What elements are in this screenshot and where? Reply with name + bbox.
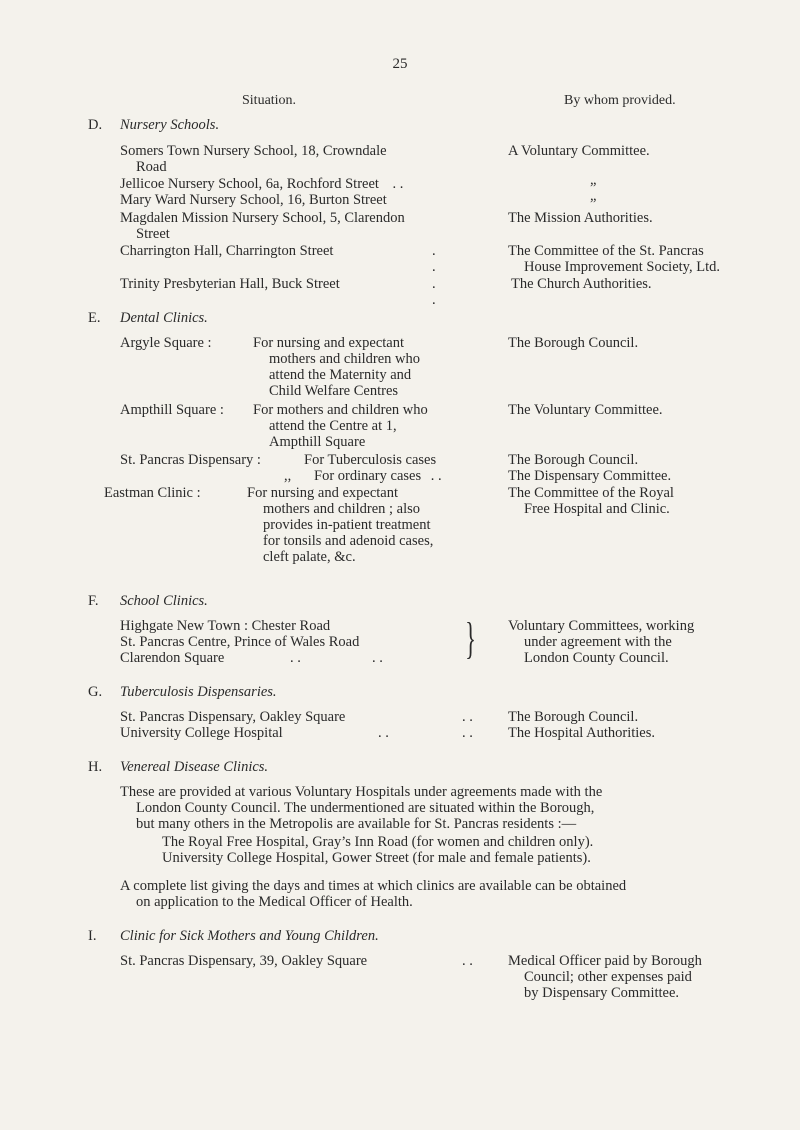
section-letter: E. bbox=[88, 310, 101, 326]
description-line: Ampthill Square bbox=[269, 434, 366, 450]
provider: A Voluntary Committee. bbox=[508, 143, 650, 159]
section-title: Clinic for Sick Mothers and Young Children. bbox=[120, 928, 379, 944]
leader-dots: . . bbox=[432, 276, 436, 308]
provider-line: Free Hospital and Clinic. bbox=[524, 501, 670, 517]
provider-line: under agreement with the bbox=[524, 634, 672, 650]
leader-dots: . . bbox=[392, 176, 404, 192]
clinic-description bbox=[253, 335, 485, 399]
list-item bbox=[120, 176, 403, 192]
clinic-description: For Tuberculosis cases bbox=[304, 452, 437, 468]
list-item: Mary Ward Nursery School, 16, Burton Street bbox=[120, 192, 387, 208]
situation-line: Street bbox=[136, 226, 170, 242]
situation-line: Somers Town Nursery School, 18, Crowndale bbox=[120, 143, 387, 159]
section-title: School Clinics. bbox=[120, 593, 208, 609]
provider-line: Council; other expenses paid bbox=[524, 969, 692, 985]
section-f-heading bbox=[88, 593, 208, 609]
hospital-list bbox=[162, 834, 593, 866]
description-line: Child Welfare Centres bbox=[269, 383, 399, 399]
paragraph-line: on application to the Medical Officer of Health. bbox=[136, 894, 413, 910]
section-title: Venereal Disease Clinics. bbox=[120, 759, 269, 775]
provider: The Mission Authorities. bbox=[508, 210, 653, 226]
situation-line: Charrington Hall, Charrington Street bbox=[120, 243, 334, 259]
situation-line: Road bbox=[136, 159, 167, 175]
list-item: St. Pancras Centre, Prince of Wales Road bbox=[120, 634, 360, 650]
clinic-label: Eastman Clinic : bbox=[104, 485, 201, 501]
provider bbox=[508, 243, 798, 275]
list-item bbox=[120, 143, 387, 175]
description-line: cleft palate, &c. bbox=[263, 549, 356, 565]
leader-dots: . . bbox=[462, 709, 473, 725]
provider: The Borough Council. bbox=[508, 452, 639, 468]
provider: The Hospital Authorities. bbox=[508, 725, 655, 741]
provider bbox=[508, 618, 798, 666]
situation-header: Situation. bbox=[242, 93, 297, 108]
clinic-description bbox=[314, 468, 442, 484]
situation-line: Trinity Presbyterian Hall, Buck Street bbox=[120, 276, 340, 292]
description-line: mothers and children ; also bbox=[263, 501, 421, 517]
clinic-label: Argyle Square : bbox=[120, 335, 212, 351]
brace-icon: } bbox=[465, 614, 476, 663]
list-item: The Royal Free Hospital, Gray’s Inn Road (for women and children only). bbox=[162, 834, 594, 850]
section-h-heading bbox=[88, 759, 268, 775]
page-number: 25 bbox=[392, 56, 408, 72]
leader-dots: . . bbox=[378, 725, 389, 741]
provider-line: The Committee of the Royal bbox=[508, 485, 674, 501]
description-line: For mothers and children who bbox=[253, 402, 428, 418]
description-line: For ordinary cases bbox=[314, 468, 422, 484]
paragraph-line: These are provided at various Voluntary Hospitals under agreements made with the bbox=[120, 784, 603, 800]
paragraph-line: but many others in the Metropolis are available for St. Pancras residents :— bbox=[136, 816, 577, 832]
section-letter: I. bbox=[88, 928, 97, 944]
section-letter: F. bbox=[88, 593, 99, 609]
ditto-mark: ” bbox=[590, 196, 597, 212]
description-line: For nursing and expectant bbox=[253, 335, 405, 351]
list-item bbox=[120, 243, 436, 275]
list-item: Highgate New Town : Chester Road bbox=[120, 618, 331, 634]
paragraph-line: A complete list giving the days and times at which clinics are available can be obtained bbox=[120, 878, 627, 894]
provider-line: London County Council. bbox=[524, 650, 669, 666]
provider bbox=[508, 485, 798, 517]
list-item: University College Hospital bbox=[120, 725, 283, 741]
section-d-heading bbox=[88, 117, 219, 133]
provider: The Church Authorities. bbox=[511, 276, 652, 292]
provider-line: The Committee of the St. Pancras bbox=[508, 243, 704, 259]
clinic-description bbox=[253, 402, 485, 450]
situation-line: Jellicoe Nursery School, 6a, Rochford Street bbox=[120, 176, 379, 192]
provided-header: By whom provided. bbox=[564, 93, 676, 108]
paragraph-line: London County Council. The undermentioned are situated within the Borough, bbox=[136, 800, 595, 816]
leader-dots: . . bbox=[372, 650, 383, 666]
description-line: attend the Centre at 1, bbox=[269, 418, 397, 434]
description-line: For nursing and expectant bbox=[247, 485, 399, 501]
provider: The Dispensary Committee. bbox=[508, 468, 672, 484]
leader-dots: . . bbox=[290, 650, 301, 666]
list-item bbox=[120, 276, 436, 308]
provider-line: by Dispensary Committee. bbox=[524, 985, 680, 1001]
description-line: provides in-patient treatment bbox=[263, 517, 431, 533]
provider: The Borough Council. bbox=[508, 709, 639, 725]
leader-dots: . . bbox=[462, 953, 473, 969]
provider: The Voluntary Committee. bbox=[508, 402, 663, 418]
provider-line: Voluntary Committees, working bbox=[508, 618, 695, 634]
section-letter: H. bbox=[88, 759, 103, 775]
list-item: University College Hospital, Gower Street (for male and female patients). bbox=[162, 850, 591, 866]
description-line: for tonsils and adenoid cases, bbox=[263, 533, 434, 549]
ditto-mark: ” bbox=[590, 180, 597, 196]
provider: The Borough Council. bbox=[508, 335, 639, 351]
leader-dots: . . bbox=[432, 243, 436, 275]
list-item: St. Pancras Dispensary, 39, Oakley Square bbox=[120, 953, 368, 969]
section-letter: D. bbox=[88, 117, 103, 133]
clinic-description bbox=[247, 485, 487, 565]
section-title: Tuberculosis Dispensaries. bbox=[120, 684, 277, 700]
list-item bbox=[120, 210, 405, 242]
section-title: Nursery Schools. bbox=[120, 117, 220, 133]
section-g-heading bbox=[88, 684, 277, 700]
clinic-label: Ampthill Square : bbox=[120, 402, 224, 418]
description-line: attend the Maternity and bbox=[269, 367, 412, 383]
paragraph bbox=[120, 784, 752, 832]
description-line: mothers and children who bbox=[269, 351, 421, 367]
situation-line: Magdalen Mission Nursery School, 5, Clarendon bbox=[120, 210, 405, 226]
section-e-heading bbox=[88, 310, 208, 326]
ditto-mark: ,, bbox=[284, 468, 292, 484]
clinic-label: St. Pancras Dispensary : bbox=[120, 452, 261, 468]
provider-line: Medical Officer paid by Borough bbox=[508, 953, 702, 969]
list-item: St. Pancras Dispensary, Oakley Square bbox=[120, 709, 346, 725]
section-i-heading bbox=[88, 928, 379, 944]
section-letter: G. bbox=[88, 684, 103, 700]
provider bbox=[508, 953, 798, 1001]
paragraph bbox=[120, 878, 752, 910]
provider-line: House Improvement Society, Ltd. bbox=[524, 259, 720, 275]
list-item: Clarendon Square bbox=[120, 650, 225, 666]
leader-dots: . . bbox=[430, 468, 442, 484]
leader-dots: . . bbox=[462, 725, 473, 741]
section-title: Dental Clinics. bbox=[120, 310, 208, 326]
